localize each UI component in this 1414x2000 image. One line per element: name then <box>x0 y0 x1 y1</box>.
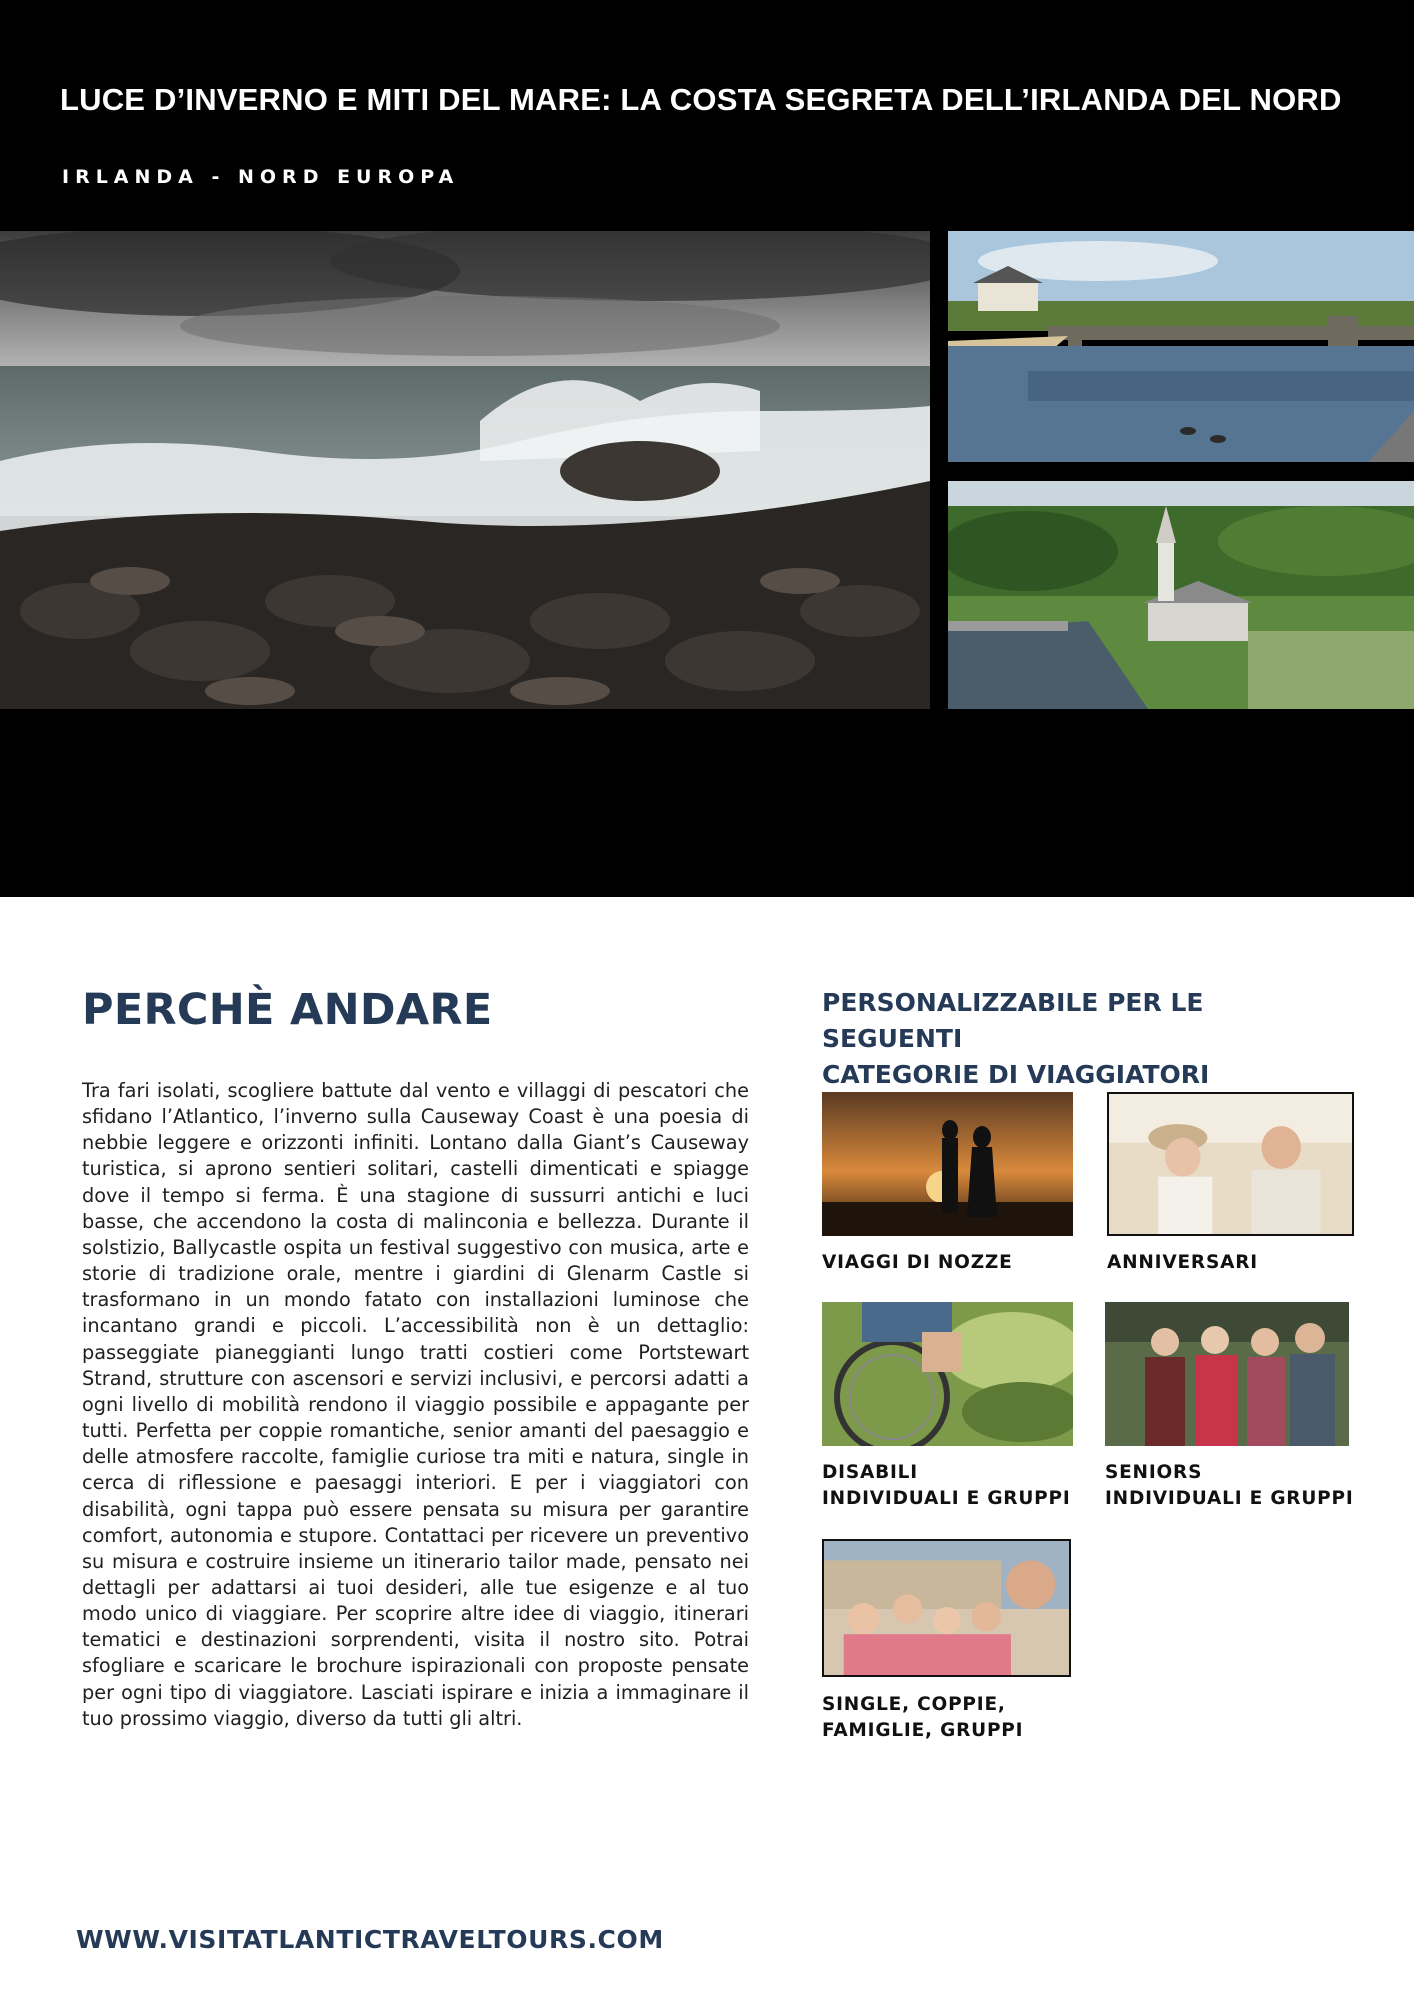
coast-waves-photo <box>0 231 930 709</box>
category-seniors <box>1105 1460 1354 1512</box>
category-seniors-line1: SENIORS <box>1105 1462 1203 1483</box>
category-disabled-line2: INDIVIDUALI E GRUPPI <box>822 1488 1071 1509</box>
category-families-line2: FAMIGLIE, GRUPPI <box>822 1720 1024 1741</box>
river-bridge-photo <box>948 231 1414 462</box>
why-go-body: Tra fari isolati, scogliere battute dal vento e villaggi di pescatori che sfidano l’Atlantico, l’inverno sulla Causeway Coast è una poesia di nebbie leggere e orizzonti infiniti. Lontano dalla Giant’s Causeway turistica, si aprono sentieri solitari, castelli dimenticati e spiagge dove il tempo si ferma. È una stagione di sussurri antichi e luci basse, che accendono la costa di malinconia e bellezza. Durante il solstizio, Ballycastle ospita un festival suggestivo con musica, arte e storie di tradizione orale, mentre i giardini di Glenarm Castle si trasformano in un mondo fatato con installazioni luminose che incantano grandi e piccoli. L’accessibilità non è un dettaglio: passeggiate pianeggianti lungo tratti costieri come Portstewart Strand, strutture con ascensori e servizi inclusivi, e percorsi adatti a ogni livello di mobilità rendono il viaggio possibile e appagante per tutti. Perfetta per coppie romantiche, senior amanti del paesaggio e delle atmosfere raccolte, famiglie curiose tra miti e natura, single in cerca di riflessione e paesaggi interiori. E per i viaggiatori con disabilità, ogni tappa può essere pensata su misura per garantire comfort, autonomia e stupore. Contattaci per ricevere un preventivo su misura e costruire insieme un itinerario tailor made, pensato nei dettagli per adattarsi ai tuoi desideri, alle tue esigenze e al tuo modo unico di viaggiare. Per scoprire altre idee di viaggio, itinerari tematici e destinazioni sorprendenti, visita il nostro sito. Potrai sfogliare e scaricare le brochure ispirazionali con proposte pensate per ogni tipo di viaggiatore. Lasciati ispirare e inizia a immaginare il tuo prossimo viaggio, diverso da tutti gli altri. <box>82 1079 749 1730</box>
category-honeymoon-line1: VIAGGI DI NOZZE <box>822 1252 1013 1273</box>
church-village-photo <box>948 481 1414 709</box>
wheelchair-photo <box>822 1302 1073 1446</box>
category-anniversary <box>1107 1250 1258 1276</box>
page-subtitle: IRLANDA - NORD EUROPA <box>62 166 460 188</box>
honeymoon-photo <box>822 1092 1073 1236</box>
category-seniors-line2: INDIVIDUALI E GRUPPI <box>1105 1488 1354 1509</box>
categories-heading-line2: CATEGORIE DI VIAGGIATORI <box>822 1060 1210 1089</box>
category-anniversary-line1: ANNIVERSARI <box>1107 1252 1258 1273</box>
seniors-photo <box>1105 1302 1349 1446</box>
why-go-heading: PERCHÈ ANDARE <box>82 985 493 1035</box>
category-honeymoon <box>822 1250 1013 1276</box>
website-link[interactable]: WWW.VISITATLANTICTRAVELTOURS.COM <box>76 1925 664 1954</box>
categories-heading-line1: PERSONALIZZABILE PER LE SEGUENTI <box>822 988 1204 1053</box>
category-families <box>822 1692 1023 1744</box>
families-photo <box>822 1539 1071 1677</box>
hero-banner <box>0 0 1414 897</box>
category-disabled-line1: DISABILI <box>822 1462 918 1483</box>
page-title: LUCE D’INVERNO E MITI DEL MARE: LA COSTA SEGRETA DELL’IRLANDA DEL NORD <box>60 82 1342 117</box>
anniversary-photo <box>1107 1092 1354 1236</box>
category-disabled <box>822 1460 1071 1512</box>
category-families-line1: SINGLE, COPPIE, <box>822 1694 1006 1715</box>
categories-heading <box>822 985 1342 1093</box>
